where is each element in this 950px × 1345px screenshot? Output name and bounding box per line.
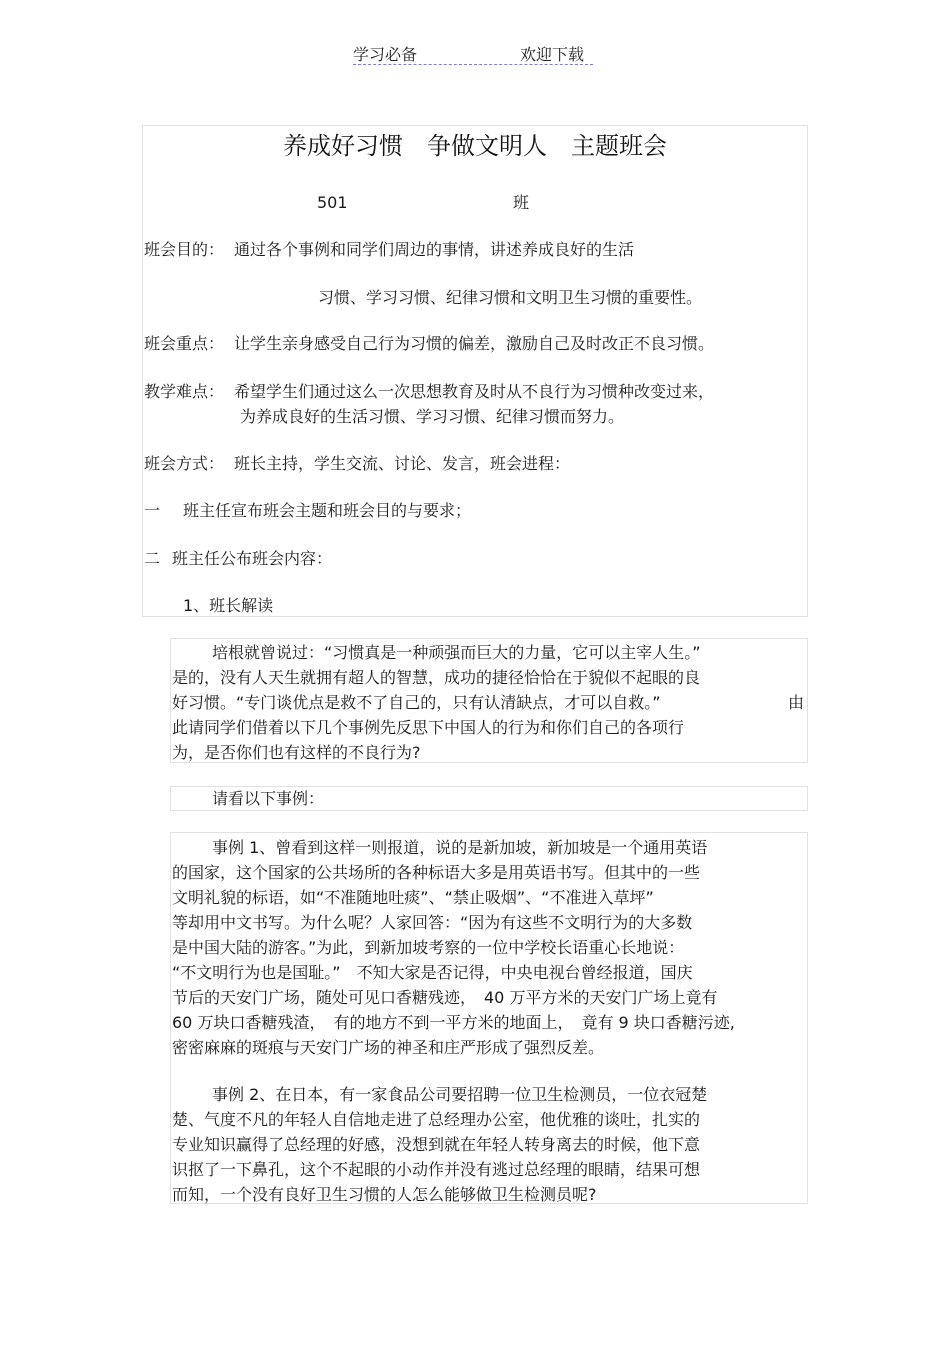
difficulty-label: 教学难点：	[144, 382, 225, 401]
quote-line-5: 为，是否你们也有这样的不良行为?	[172, 743, 421, 762]
example-2-line-2: 楚、气度不凡的年轻人自信地走进了总经理办公室，他优雅的谈吐，扎实的	[172, 1110, 701, 1129]
example-1-line-8: 60 万块口香糖残渣， 有的地方不到一平方米的地面上， 竟有 9 块口香糖污迹,	[172, 1013, 735, 1032]
step-2-text: 班主任公布班会内容：	[172, 549, 333, 568]
header-left: 学习必备	[353, 45, 418, 64]
step-1-text: 班主任宣布班会主题和班会目的与要求；	[183, 501, 472, 520]
example-1-line-6: “不文明行为也是国耻。” 不知大家是否记得，中央电视台曾经报道，国庆	[172, 963, 693, 982]
header-divider	[353, 64, 593, 65]
purpose-label: 班会目的：	[144, 240, 225, 259]
example-2-line-4: 识抠了一下鼻孔，这个不起眼的小动作并没有逃过总经理的眼睛，结果可想	[172, 1160, 701, 1179]
quote-line-1: 培根就曾说过：“习惯真是一种顽强而巨大的力量，它可以主宰人生。”	[212, 643, 701, 662]
page-title: 养成好习惯 争做文明人 主题班会	[283, 132, 667, 160]
quote-line-3-end: 由	[788, 693, 805, 712]
difficulty-line-2: 为养成良好的生活习惯、学习习惯、纪律习惯而努力。	[240, 407, 625, 426]
quote-line-3: 好习惯。“专门谈优点是救不了自己的，只有认清缺点，才可以自救。”	[172, 693, 661, 712]
example-1-line-3: 文明礼貌的标语，如“不准随地吐痰”、“禁止吸烟”、“不准进入草坪”	[172, 888, 654, 907]
example-1-line-7: 节后的天安门广场，随处可见口香糖残迹， 40 万平方米的天安门广场上竟有	[172, 988, 718, 1007]
sub-item-1: 1、班长解读	[183, 596, 274, 615]
example-2-line-5: 而知，一个没有良好卫生习惯的人怎么能够做卫生检测员呢?	[172, 1185, 597, 1204]
header-right: 欢迎下载	[520, 45, 585, 64]
quote-line-2: 是的，没有人天生就拥有超人的智慧，成功的捷径恰恰在于貌似不起眼的良	[172, 668, 701, 687]
purpose-line-2: 习惯、学习习惯、纪律习惯和文明卫生习惯的重要性。	[318, 288, 703, 307]
example-1-line-1: 事例 1、曾看到这样一则报道，说的是新加坡，新加坡是一个通用英语	[212, 838, 708, 857]
example-2-line-3: 专业知识赢得了总经理的好感，没想到就在年轻人转身离去的时候，他下意	[172, 1135, 701, 1154]
quote-line-4: 此请同学们借着以下几个事例先反思下中国人的行为和你们自己的各项行	[172, 718, 685, 737]
see-examples: 请看以下事例：	[212, 789, 325, 808]
method-text: 班长主持，学生交流、讨论、发言，班会进程：	[234, 454, 571, 473]
example-1-line-9: 密密麻麻的斑痕与天安门广场的神圣和庄严形成了强烈反差。	[172, 1038, 605, 1057]
method-label: 班会方式：	[144, 454, 225, 473]
focus-text: 让学生亲身感受自己行为习惯的偏差，激励自己及时改正不良习惯。	[234, 334, 715, 353]
example-1-line-2: 的国家，这个国家的公共场所的各种标语大多是用英语书写。但其中的一些	[172, 863, 701, 882]
example-1-line-4: 等却用中文书写。为什么呢？人家回答：“因为有这些不文明行为的大多数	[172, 913, 693, 932]
example-2-line-1: 事例 2、在日本，有一家食品公司要招聘一位卫生检测员，一位衣冠楚	[212, 1085, 708, 1104]
class-number: 501	[317, 193, 348, 212]
focus-label: 班会重点：	[144, 334, 225, 353]
example-1-line-5: 是中国大陆的游客。”为此，到新加坡考察的一位中学校长语重心长地说：	[172, 938, 685, 957]
section-box-intro	[142, 125, 808, 617]
purpose-line-1: 通过各个事例和同学们周边的事情，讲述养成良好的生活	[234, 240, 635, 259]
difficulty-line-1: 希望学生们通过这么一次思想教育及时从不良行为习惯种改变过来，	[234, 382, 715, 401]
step-1-number: 一	[144, 501, 161, 520]
step-2-number: 二	[144, 549, 161, 568]
class-suffix: 班	[513, 193, 530, 212]
